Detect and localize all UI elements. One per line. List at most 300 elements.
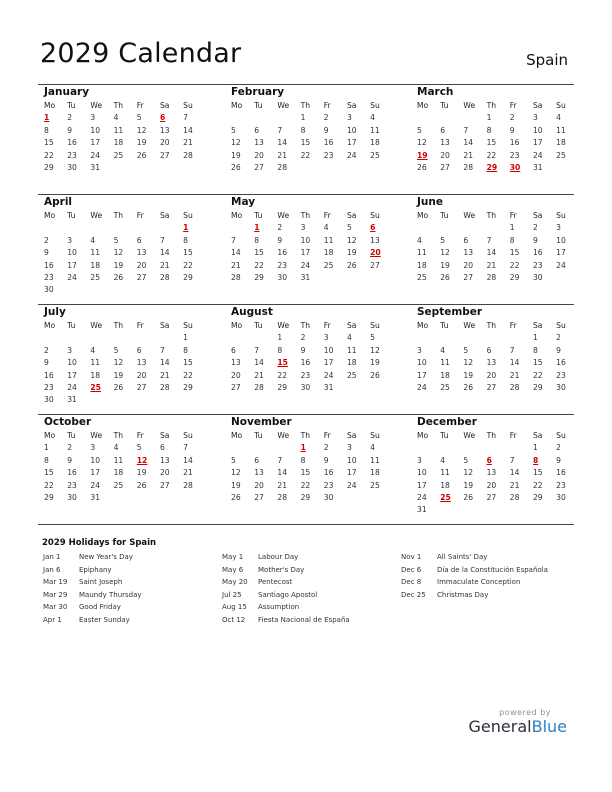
weekday-header: Mo (44, 321, 56, 330)
day-cell (273, 222, 296, 234)
day-cell (227, 162, 250, 174)
day-cell (506, 467, 529, 479)
holiday-name: Christmas Day (437, 590, 489, 599)
day-cell (297, 332, 320, 344)
holiday-row (43, 578, 142, 591)
day-cell (63, 112, 86, 124)
day-number: 7 (509, 345, 515, 355)
day-number: 14 (486, 248, 497, 258)
day-number: 30 (67, 492, 77, 502)
day-cell (297, 467, 320, 479)
day-cell (552, 480, 575, 492)
day-cell (133, 137, 156, 149)
day-number: 22 (509, 260, 520, 270)
empty-day-cell (506, 332, 529, 344)
weekday-header: Sa (346, 101, 357, 110)
day-number: 28 (183, 150, 193, 160)
weekday-header: Tu (67, 321, 76, 330)
month-name: July (44, 306, 66, 318)
day-cell (297, 222, 320, 234)
holiday-row (43, 566, 142, 579)
day-number: 29 (44, 492, 54, 502)
day-cell (366, 235, 389, 247)
day-cell (133, 247, 156, 259)
day-number: 30 (556, 492, 566, 502)
holiday-name: Santiago Apostol (258, 590, 318, 599)
empty-day-cell (40, 332, 63, 344)
day-cell (366, 480, 389, 492)
day-cell (227, 260, 250, 272)
weekday-header: We (277, 431, 290, 440)
holiday-name: All Saints' Day (437, 553, 488, 561)
day-cell (320, 222, 343, 234)
weekday-header: Fr (509, 321, 517, 330)
day-cell (227, 150, 250, 162)
day-number: 31 (67, 395, 77, 405)
empty-day-cell (436, 112, 459, 124)
day-number: 17 (346, 138, 357, 148)
day-number: 28 (277, 162, 288, 172)
month-6 (40, 306, 202, 407)
day-number: 4 (90, 345, 96, 355)
empty-day-cell (483, 222, 506, 234)
day-number: 9 (556, 345, 561, 355)
day-number: 23 (323, 150, 334, 160)
day-number: 30 (67, 162, 77, 172)
day-cell (133, 125, 156, 137)
day-number: 30 (277, 272, 288, 282)
day-number: 3 (90, 113, 96, 123)
day-number: 26 (136, 150, 147, 160)
day-cell (133, 112, 156, 124)
day-cell (110, 260, 133, 272)
empty-day-cell (459, 112, 482, 124)
day-number: 6 (231, 345, 236, 355)
day-number: 1 (183, 223, 189, 233)
day-cell (436, 455, 459, 467)
holiday-date: Mar 30 (43, 603, 68, 611)
day-number: 12 (231, 138, 241, 148)
day-number: 13 (486, 358, 497, 368)
day-number: 15 (44, 468, 54, 478)
day-cell (40, 137, 63, 149)
day-cell (250, 137, 273, 149)
day-cell (343, 370, 366, 382)
day-number: 16 (556, 358, 566, 368)
weekday-header: Su (556, 101, 566, 110)
day-number: 3 (346, 113, 352, 123)
day-cell (320, 137, 343, 149)
divider-row-2 (38, 194, 574, 195)
holiday-date: May 6 (222, 565, 244, 574)
holiday-date: Nov 1 (401, 553, 422, 561)
day-number: 1 (44, 443, 49, 453)
day-cell (110, 357, 133, 369)
weekday-header: Fr (323, 101, 331, 110)
day-number: 1 (183, 333, 188, 343)
day-number: 10 (90, 455, 101, 465)
day-number: 19 (136, 468, 147, 478)
day-number: 27 (486, 382, 497, 392)
day-cell (227, 357, 250, 369)
weekday-header: Tu (440, 321, 449, 330)
day-cell (273, 332, 296, 344)
holiday-day-cell (413, 150, 436, 162)
holiday-date: May 20 (222, 578, 248, 586)
day-number: 20 (254, 480, 264, 490)
day-number: 5 (136, 113, 142, 123)
day-number: 20 (370, 248, 381, 258)
day-number: 9 (300, 345, 306, 355)
day-number: 9 (44, 248, 49, 258)
weekday-header: Tu (67, 101, 76, 110)
day-number: 20 (486, 480, 497, 490)
weekday-header: Su (183, 211, 193, 220)
day-cell (227, 247, 250, 259)
day-cell (179, 332, 202, 344)
day-number: 17 (67, 260, 77, 270)
day-cell (273, 137, 296, 149)
empty-day-cell (156, 332, 179, 344)
day-cell (250, 247, 273, 259)
day-number: 9 (323, 455, 329, 465)
day-number: 7 (486, 235, 492, 245)
day-cell (366, 467, 389, 479)
day-cell (156, 442, 179, 454)
day-number: 29 (532, 492, 543, 502)
day-number: 29 (300, 492, 311, 502)
day-number: 25 (417, 272, 427, 282)
weekday-header: Sa (346, 321, 357, 330)
day-number: 4 (370, 113, 375, 123)
day-cell (250, 492, 273, 504)
day-number: 25 (370, 150, 380, 160)
holidays-title: 2029 Holidays for Spain (42, 538, 157, 548)
day-number: 18 (440, 480, 450, 490)
day-number: 1 (486, 113, 492, 123)
day-cell (506, 492, 529, 504)
day-cell (413, 162, 436, 174)
day-number: 18 (90, 370, 101, 380)
day-number: 27 (159, 480, 170, 490)
day-number: 8 (300, 125, 306, 135)
day-cell (552, 150, 575, 162)
day-cell (133, 345, 156, 357)
day-number: 2 (67, 443, 73, 453)
day-number: 30 (532, 272, 543, 282)
day-cell (343, 112, 366, 124)
day-number: 3 (67, 345, 73, 355)
day-number: 15 (277, 358, 288, 368)
day-cell (552, 235, 575, 247)
day-cell (413, 125, 436, 137)
weekday-header: Sa (532, 321, 543, 330)
day-cell (366, 455, 389, 467)
day-number: 23 (532, 260, 543, 270)
day-number: 14 (463, 138, 474, 148)
day-number: 5 (440, 235, 446, 245)
holiday-row (401, 566, 548, 579)
holiday-name: Epiphany (79, 565, 112, 574)
day-cell (320, 112, 343, 124)
day-cell (40, 455, 63, 467)
day-cell (552, 112, 575, 124)
weekday-header: Fr (509, 431, 517, 440)
day-number: 4 (90, 235, 96, 245)
brand-logo[interactable] (469, 717, 567, 737)
day-cell (320, 125, 343, 137)
day-cell (110, 442, 133, 454)
day-number: 5 (346, 223, 352, 233)
day-cell (86, 272, 109, 284)
day-cell (529, 370, 552, 382)
day-cell (506, 222, 529, 234)
day-cell (273, 492, 296, 504)
day-cell (156, 345, 179, 357)
day-number: 16 (67, 138, 77, 148)
day-cell (552, 455, 575, 467)
empty-day-cell (250, 442, 273, 454)
day-cell (552, 492, 575, 504)
day-number: 22 (277, 370, 288, 380)
day-number: 10 (90, 125, 101, 135)
day-cell (459, 272, 482, 284)
weekday-header: Th (113, 101, 124, 110)
day-number: 30 (323, 492, 334, 502)
day-number: 26 (417, 162, 427, 172)
footer-brand (469, 708, 567, 737)
weekday-header: Su (556, 321, 566, 330)
day-cell (436, 162, 459, 174)
day-cell (436, 480, 459, 492)
day-cell (63, 455, 86, 467)
weekday-header: Mo (231, 431, 243, 440)
day-cell (529, 467, 552, 479)
day-cell (343, 150, 366, 162)
day-number: 27 (136, 382, 147, 392)
day-number: 6 (440, 125, 446, 135)
day-number: 10 (300, 235, 311, 245)
day-cell (506, 370, 529, 382)
weekday-header: Sa (159, 321, 170, 330)
day-cell (86, 357, 109, 369)
day-number: 15 (44, 138, 54, 148)
day-number: 8 (300, 455, 306, 465)
day-number: 20 (440, 150, 450, 160)
day-number: 24 (346, 480, 357, 490)
empty-day-cell (413, 222, 436, 234)
month-name: April (44, 196, 73, 208)
day-number: 15 (300, 468, 311, 478)
day-cell (179, 260, 202, 272)
month-2 (413, 86, 575, 174)
day-cell (459, 260, 482, 272)
day-number: 7 (254, 345, 260, 355)
day-number: 23 (556, 370, 566, 380)
day-cell (343, 467, 366, 479)
day-cell (40, 382, 63, 394)
day-number: 27 (254, 492, 264, 502)
empty-day-cell (86, 222, 109, 234)
day-number: 31 (90, 162, 101, 172)
day-cell (413, 370, 436, 382)
day-cell (552, 260, 575, 272)
day-number: 4 (440, 455, 446, 465)
day-cell (459, 137, 482, 149)
day-cell (320, 150, 343, 162)
day-number: 1 (254, 223, 260, 233)
weekday-header: Mo (417, 101, 429, 110)
day-cell (413, 455, 436, 467)
day-number: 28 (254, 382, 264, 392)
day-number: 11 (113, 455, 124, 465)
day-cell (343, 332, 366, 344)
day-cell (179, 480, 202, 492)
day-number: 15 (532, 468, 543, 478)
day-number: 6 (486, 345, 492, 355)
divider-row-3 (38, 304, 574, 305)
day-cell (529, 112, 552, 124)
month-name: August (231, 306, 273, 318)
day-number: 14 (159, 248, 170, 258)
day-number: 3 (532, 113, 538, 123)
day-number: 3 (417, 455, 422, 465)
day-cell (413, 137, 436, 149)
weekday-header: Fr (136, 431, 144, 440)
weekday-header: Fr (136, 321, 144, 330)
day-cell (179, 357, 202, 369)
empty-day-cell (227, 442, 250, 454)
day-number: 12 (136, 455, 148, 465)
day-number: 25 (556, 150, 566, 160)
day-number: 2 (300, 333, 306, 343)
day-number: 4 (417, 235, 422, 245)
weekday-header: Th (300, 211, 311, 220)
day-cell (320, 247, 343, 259)
holiday-date: Mar 29 (43, 590, 68, 599)
day-number: 5 (463, 455, 469, 465)
day-number: 26 (440, 272, 450, 282)
weekday-header: Mo (44, 431, 56, 440)
weekday-header: Tu (254, 211, 263, 220)
day-number: 24 (417, 382, 427, 392)
day-number: 21 (183, 138, 193, 148)
day-cell (297, 455, 320, 467)
day-number: 21 (509, 370, 520, 380)
day-number: 5 (463, 345, 469, 355)
day-cell (436, 235, 459, 247)
empty-day-cell (133, 332, 156, 344)
day-number: 27 (486, 492, 497, 502)
holiday-day-cell (250, 222, 273, 234)
divider-row-1 (38, 84, 574, 85)
weekday-header: Sa (159, 431, 170, 440)
day-cell (156, 467, 179, 479)
month-name: November (231, 416, 292, 428)
day-cell (529, 260, 552, 272)
day-number: 26 (231, 492, 241, 502)
month-days-grid (227, 100, 389, 174)
day-cell (63, 442, 86, 454)
holiday-row (401, 591, 548, 604)
day-cell (529, 442, 552, 454)
holiday-day-cell (366, 222, 389, 234)
day-cell (63, 137, 86, 149)
day-cell (40, 480, 63, 492)
day-number: 9 (67, 125, 73, 135)
day-number: 22 (532, 480, 543, 490)
day-number: 28 (277, 492, 288, 502)
empty-day-cell (436, 222, 459, 234)
day-number: 21 (254, 370, 264, 380)
weekday-header: Tu (254, 101, 263, 110)
empty-day-cell (436, 332, 459, 344)
day-number: 8 (44, 455, 49, 465)
day-cell (483, 382, 506, 394)
empty-day-cell (483, 442, 506, 454)
holiday-day-cell (133, 455, 156, 467)
day-cell (273, 235, 296, 247)
day-number: 22 (532, 370, 543, 380)
empty-day-cell (156, 222, 179, 234)
empty-day-cell (506, 442, 529, 454)
day-number: 28 (231, 272, 241, 282)
weekday-header: Su (556, 211, 566, 220)
day-cell (483, 112, 506, 124)
day-cell (250, 125, 273, 137)
holiday-name: Pentecost (258, 578, 293, 586)
weekday-header: Th (113, 431, 124, 440)
day-cell (552, 137, 575, 149)
weekday-header: We (90, 211, 103, 220)
day-cell (343, 455, 366, 467)
day-number: 28 (509, 492, 520, 502)
month-name: February (231, 86, 285, 98)
day-number: 12 (113, 248, 124, 258)
day-cell (552, 442, 575, 454)
day-cell (156, 480, 179, 492)
day-number: 14 (183, 455, 193, 465)
day-cell (156, 272, 179, 284)
month-name: May (231, 196, 256, 208)
day-cell (297, 345, 320, 357)
day-number: 22 (254, 260, 264, 270)
day-number: 10 (67, 358, 77, 368)
day-number: 5 (231, 125, 236, 135)
empty-day-cell (227, 112, 250, 124)
day-cell (506, 150, 529, 162)
day-number: 4 (323, 223, 329, 233)
day-number: 26 (113, 382, 124, 392)
day-number: 21 (463, 150, 474, 160)
day-number: 18 (323, 248, 334, 258)
day-number: 5 (370, 333, 375, 343)
day-number: 3 (67, 235, 73, 245)
day-cell (436, 467, 459, 479)
day-cell (110, 125, 133, 137)
day-cell (250, 150, 273, 162)
weekday-header: We (463, 321, 476, 330)
day-number: 20 (463, 260, 474, 270)
month-9 (40, 416, 202, 504)
day-number: 15 (532, 358, 543, 368)
day-number: 29 (44, 162, 54, 172)
day-cell (179, 150, 202, 162)
day-number: 19 (231, 480, 241, 490)
day-cell (413, 260, 436, 272)
day-cell (436, 345, 459, 357)
day-cell (273, 480, 296, 492)
